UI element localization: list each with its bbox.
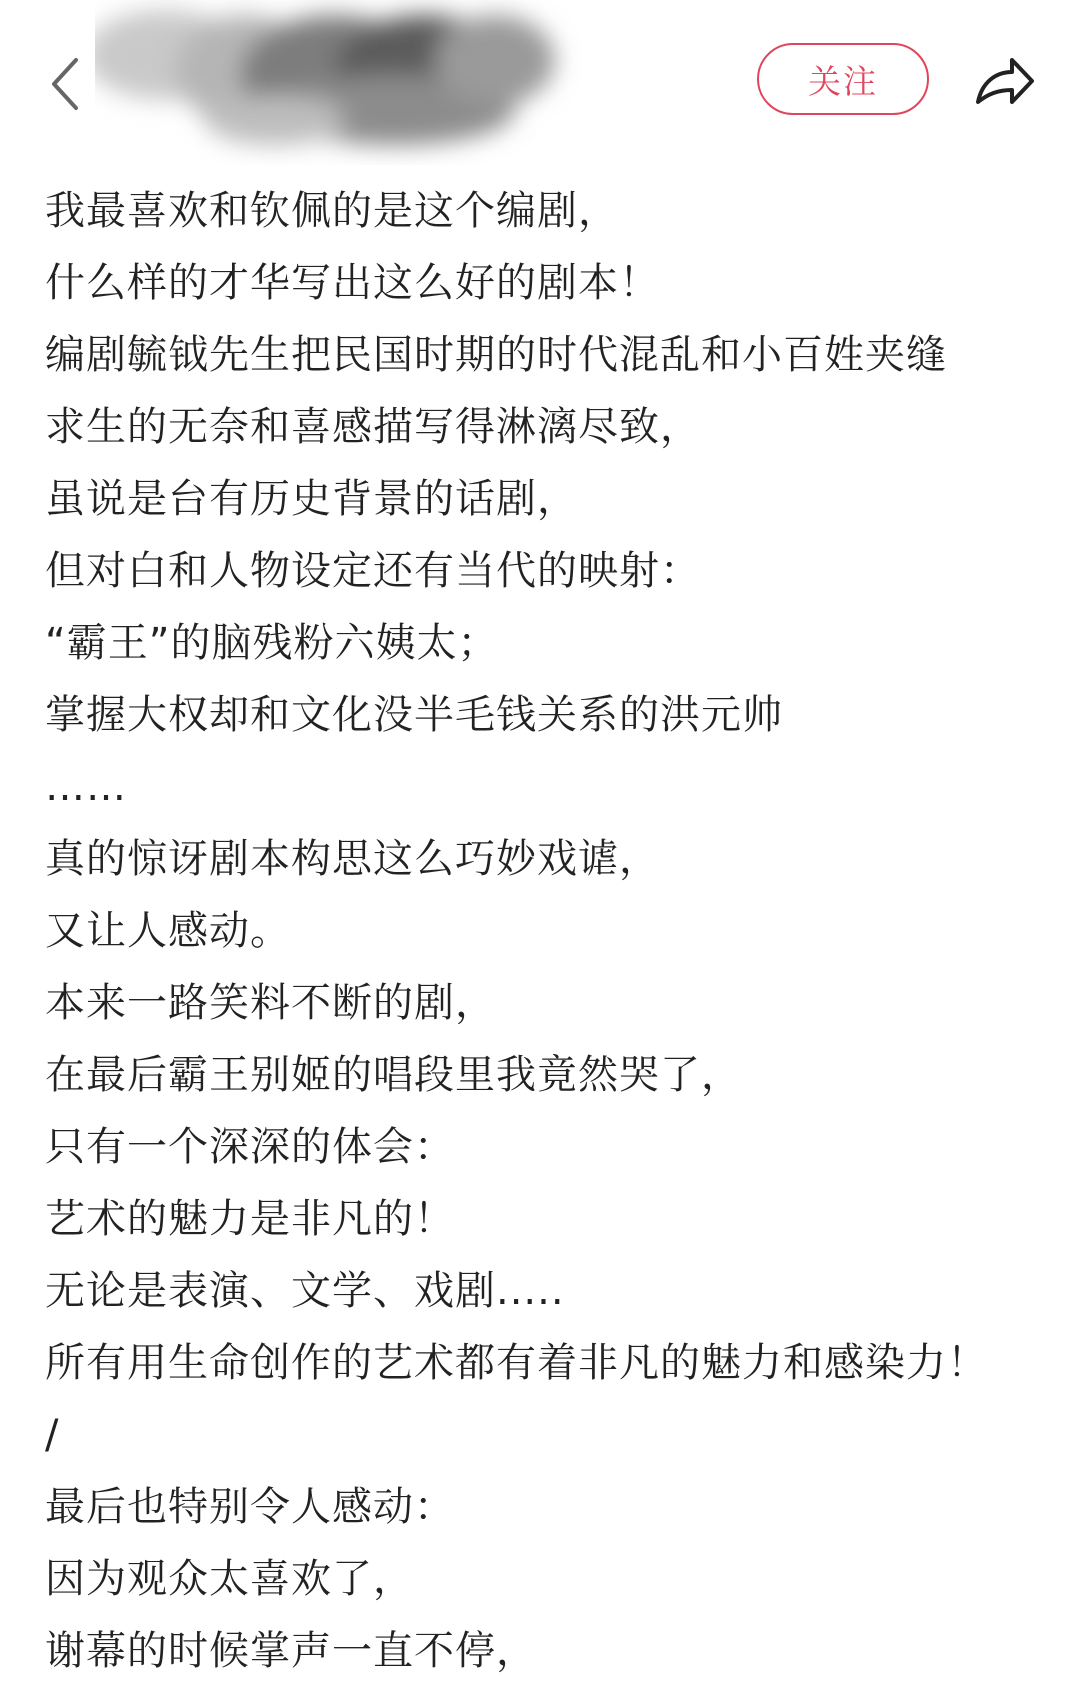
- share-arrow-icon: [968, 48, 1038, 118]
- follow-button[interactable]: 关注: [757, 43, 929, 115]
- blurred-user-info: [95, 0, 595, 165]
- post-line: 本来一路笑料不断的剧，: [45, 980, 496, 1026]
- share-button[interactable]: [968, 48, 1038, 118]
- post-line: 又让人感动。: [45, 908, 291, 954]
- top-bar: [0, 0, 1080, 165]
- post-line: 但对白和人物设定还有当代的映射：: [45, 548, 701, 594]
- post-line: 所有用生命创作的艺术都有着非凡的魅力和感染力！: [45, 1340, 988, 1386]
- post-body: [45, 175, 1055, 1687]
- post-line: 掌握大权却和文化没半毛钱关系的洪元帅: [45, 692, 783, 738]
- chevron-left-icon: [40, 48, 100, 118]
- post-line: 只有一个深深的体会：: [45, 1124, 455, 1170]
- post-line: /: [45, 1412, 60, 1458]
- post-line: ……: [45, 764, 127, 810]
- back-button[interactable]: [40, 48, 100, 118]
- post-line: 谢幕的时候掌声一直不停，: [45, 1628, 537, 1674]
- post-line: “霸王”的脑残粉六姨太；: [45, 620, 499, 666]
- post-line: 编剧毓钺先生把民国时期的时代混乱和小百姓夹缝: [45, 332, 947, 378]
- post-line: 什么样的才华写出这么好的剧本！: [45, 260, 660, 306]
- post-line: 在最后霸王别姬的唱段里我竟然哭了，: [45, 1052, 742, 1098]
- post-line: 虽说是台有历史背景的话剧，: [45, 476, 578, 522]
- post-line: 无论是表演、文学、戏剧.....: [45, 1268, 565, 1314]
- post-line: 真的惊讶剧本构思这么巧妙戏谑，: [45, 836, 660, 882]
- post-line: 因为观众太喜欢了，: [45, 1556, 414, 1602]
- post-line: 艺术的魅力是非凡的！: [45, 1196, 455, 1242]
- post-line: 求生的无奈和喜感描写得淋漓尽致，: [45, 404, 701, 450]
- post-line: 我最喜欢和钦佩的是这个编剧，: [45, 188, 619, 234]
- post-line: 最后也特别令人感动：: [45, 1484, 455, 1530]
